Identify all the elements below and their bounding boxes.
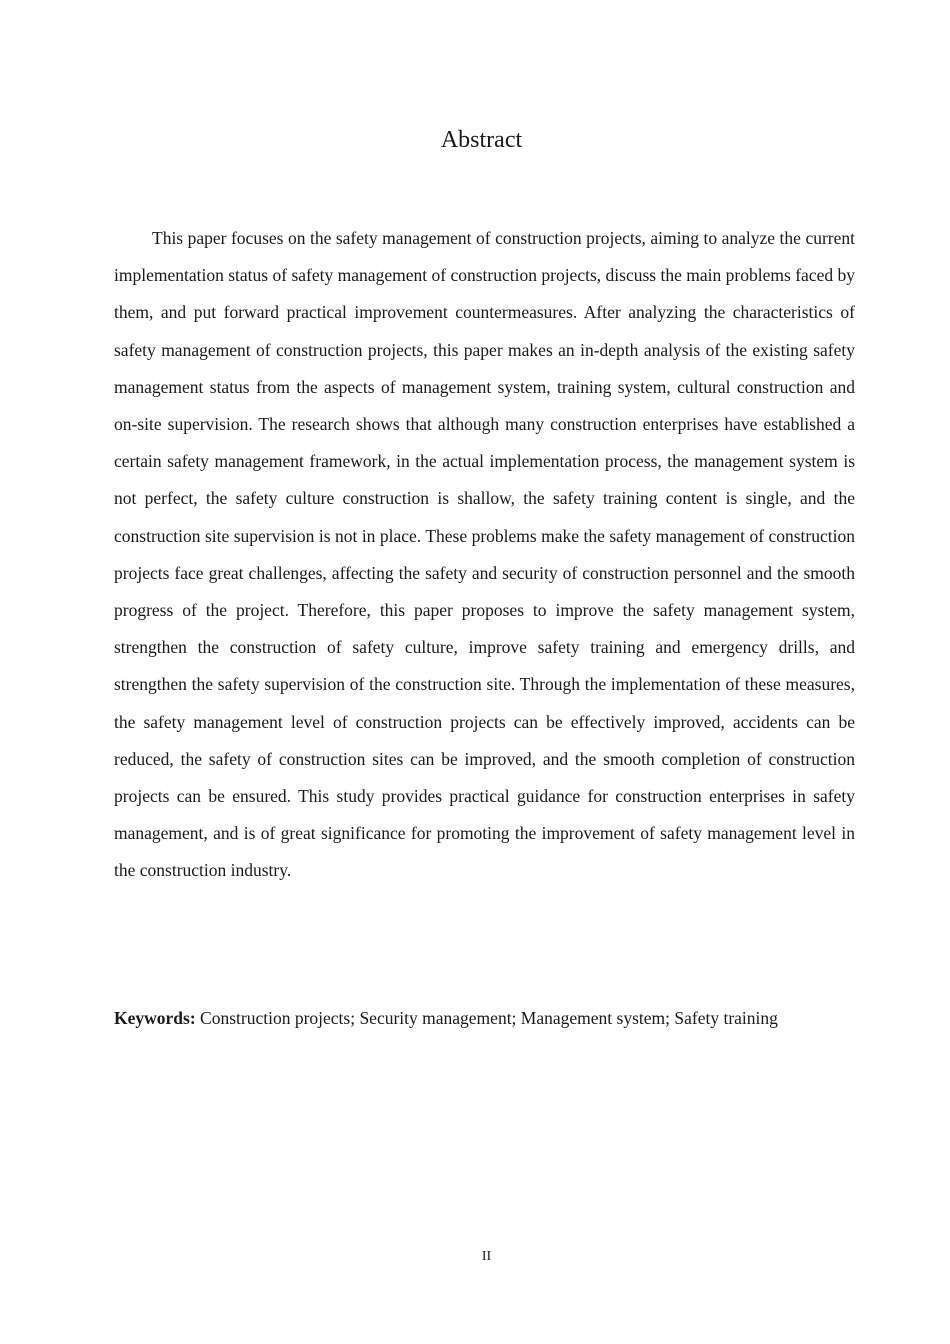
keywords-label: Keywords: xyxy=(114,1008,196,1028)
abstract-paragraph: This paper focuses on the safety management of construction projects, aiming to analyze the current implementation status of safety management of construction projects, discuss the main problems faced by them, and put forward practical improvement countermeasures. After analyzing the characteristics of safety management of construction projects, this paper makes an in-depth analysis of the existing safety management status from the aspects of management system, training system, cultural construction and on-site supervision. The research shows that although many construction enterprises have established a certain safety management framework, in the actual implementation process, the management system is not perfect, the safety culture construction is shallow, the safety training content is single, and the construction site supervision is not in place. These problems make the safety management of construction projects face great challenges, affecting the safety and security of construction personnel and the smooth progress of the project. Therefore, this paper proposes to improve the safety management system, strengthen the construction of safety culture, improve safety training and emergency drills, and strengthen the safety supervision of the construction site. Through the implementation of these measures, the safety management level of construction projects can be effectively improved, accidents can be reduced, the safety of construction sites can be improved, and the smooth completion of construction projects can be ensured. This study provides practical guidance for construction enterprises in safety management, and is of great significance for promoting the improvement of safety management level in the construction industry. xyxy=(114,228,855,881)
keywords-line xyxy=(114,1000,855,1037)
page-title: Abstract xyxy=(440,127,523,153)
page-number: II xyxy=(481,1249,492,1264)
keywords-text: Construction projects; Security management; Management system; Safety training xyxy=(200,1008,778,1028)
